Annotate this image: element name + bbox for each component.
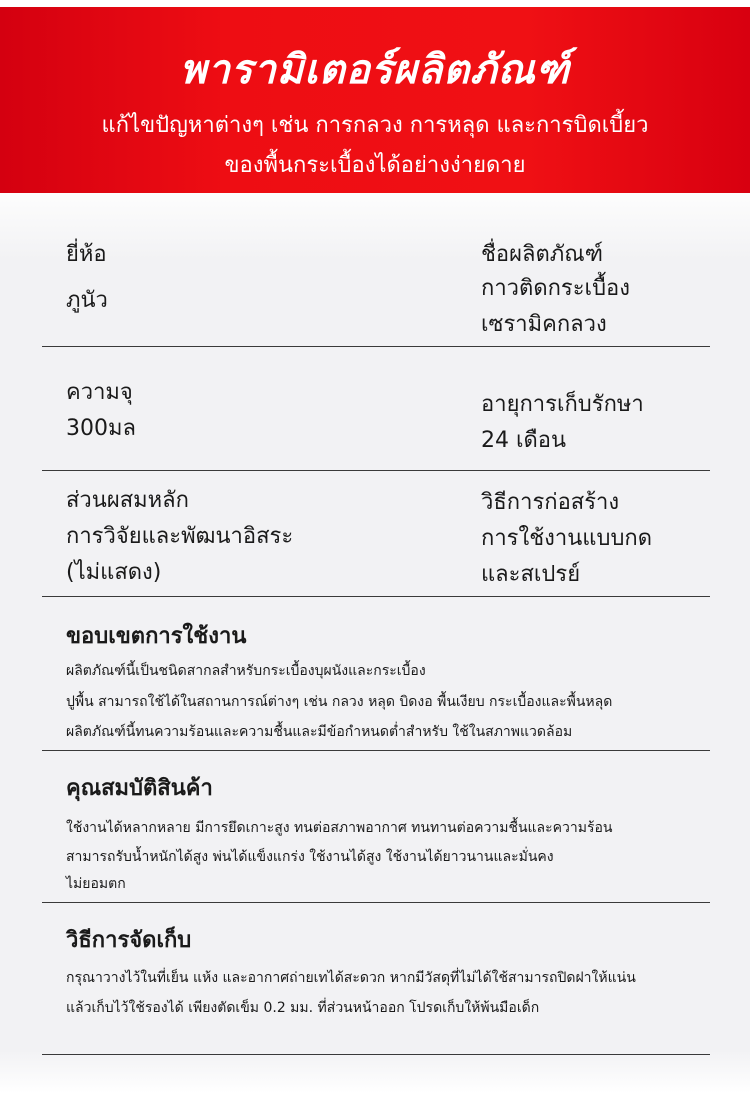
application-method-value-line-1: การใช้งานแบบกด	[481, 526, 653, 551]
page-title: พารามิเตอร์ผลิตภัณฑ์	[180, 47, 570, 93]
brand-label: ยี่ห้อ	[66, 242, 107, 267]
scope-heading: ขอบเขตการใช้งาน	[66, 624, 247, 649]
features-text-line-3: ไม่ยอมตก	[66, 876, 126, 892]
header-banner	[0, 7, 750, 193]
product-name-value-line-1: กาวติดกระเบื้อง	[481, 276, 630, 301]
shelf-life-label: อายุการเก็บรักษา	[481, 392, 644, 417]
header-subtitle-line-1: แก้ไขปัญหาต่างๆ เช่น การกลวง การหลุด และการบิดเบี้ยว	[101, 113, 649, 138]
divider	[42, 596, 710, 597]
product-name-value-line-2: เซรามิคกลวง	[481, 312, 607, 337]
storage-text-line-2: แล้วเก็บไว้ใช้รองได้ เพียงตัดเข็ม 0.2 มม. ที่ส่วนหน้าออก โปรดเก็บให้พ้นมือเด็ก	[66, 1000, 540, 1016]
capacity-value: 300มล	[66, 416, 136, 441]
features-heading: คุณสมบัติสินค้า	[66, 776, 213, 801]
divider	[42, 902, 710, 903]
scope-text-line-1: ผลิตภัณฑ์นี้เป็นชนิดสากลสำหรับกระเบื้องบุผนังและกระเบื้อง	[66, 663, 426, 679]
capacity-label: ความจุ	[66, 380, 133, 405]
features-text-line-2: สามารถรับน้ำหนักได้สูง พ่นได้แข็งแกร่ง ใช้งานได้สูง ใช้งานได้ยาวนานและมั่นคง	[66, 849, 554, 865]
application-method-label: วิธีการก่อสร้าง	[481, 490, 620, 515]
shelf-life-value: 24 เดือน	[481, 428, 567, 453]
features-text-line-1: ใช้งานได้หลากหลาย มีการยึดเกาะสูง ทนต่อสภาพอากาศ ทนทานต่อความชื้นและความร้อน	[66, 820, 613, 836]
product-name-label: ชื่อผลิตภัณฑ์	[481, 242, 603, 267]
storage-text-line-1: กรุณาวางไว้ในที่เย็น แห้ง และอากาศถ่ายเทได้สะดวก หากมีวัสดุที่ไม่ได้ใช้สามารถปิดฝาให้แน่น	[66, 970, 636, 986]
application-method-value-line-2: และสเปรย์	[481, 562, 581, 587]
brand-value: ภูนัว	[66, 288, 108, 313]
divider	[42, 750, 710, 751]
divider	[42, 470, 710, 471]
ingredients-value-line-2: (ไม่แสดง)	[66, 560, 162, 585]
divider	[42, 346, 710, 347]
header-subtitle-line-2: ของพื้นกระเบื้องได้อย่างง่ายดาย	[224, 153, 526, 178]
divider	[42, 1054, 710, 1055]
ingredients-value-line-1: การวิจัยและพัฒนาอิสระ	[66, 524, 294, 549]
ingredients-label: ส่วนผสมหลัก	[66, 488, 189, 513]
scope-text-line-2: ปูพื้น สามารถใช้ได้ในสถานการณ์ต่างๆ เช่น กลวง หลุด บิดงอ พื้นเงียบ กระเบื้องและพื้นหลุด	[66, 694, 613, 710]
scope-text-line-3: ผลิตภัณฑ์นี้ทนความร้อนและความชื้นและมีข้อกำหนดต่ำสำหรับ ใช้ในสภาพแวดล้อม	[66, 724, 573, 740]
storage-heading: วิธีการจัดเก็บ	[66, 928, 192, 953]
